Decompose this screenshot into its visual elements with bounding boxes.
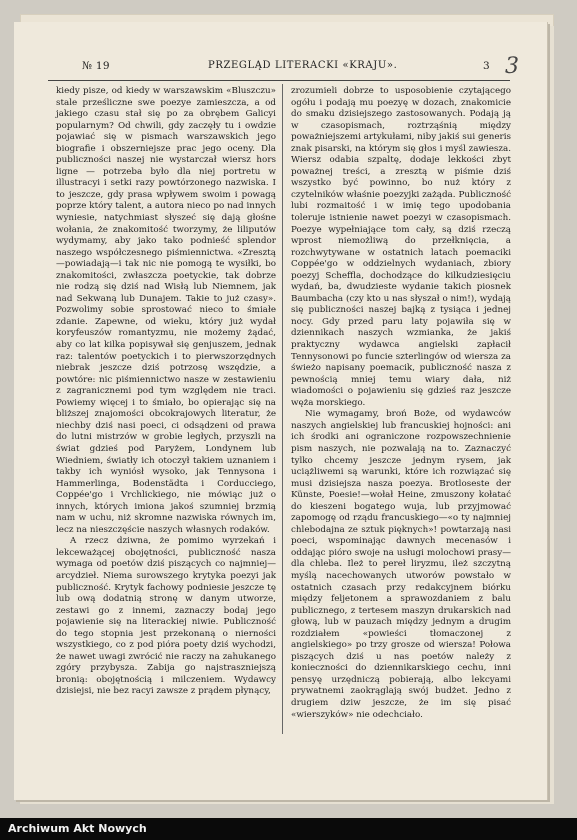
paragraph: kiedy pisze, od kiedy w warszawskim «Bluszczu» stale prześliczne swe poezye zamieszcza, a od jakiego czasu stał się po za obrębem Galicyi popularnym? Od chwili, gdy zaczęły tu i owdzie pojawiać się w pismach warszawskich jego biografie i obszerniejsze prac jego oceny. Dla publiczności naszej nie wystarczał wiersz hors ligne — potrzeba było dla niej portretu w illustracyi i setki razy powtórzonego nazwiska. I to jeszcze, gdy prasa wpływem swoim i powagą poprze który talent, a autora nieco po nad innych wyniesie, natychmiast słyszeć się dają głośne wołania, że znakomitość tworzymy, że liliputów wydymamy, aby jako tako podnieść splendor naszego współczesnego piśmiennictwa. «Zresztą—powiadają—i tak nic nie pomogą te wysiłki, bo znakomitości, zwłaszcza poetyckie, tak dobrze nie rodzą się dziś nad Wisłą lub Niemnem, jak nad Sekwaną lub Dunajem. Takie to już czasy». Pozwolimy sobie sprostować nieco to śmiałe zdanie. Zapewne, od wieku, który już wydał koryfeuszów romantyzmu, nie możemy żądać, aby co lat kilka popisywał się genjuszem, jednak raz: talentów poetyckich i to pierwszorzędnych niebrak jeszcze dziś potrzosę wszędzie, a powtóre: nic piśmiennictwo nasze w zestawieniu z zagranicznemi pod tym względem nie traci. Powiemy więcej i to śmiało, bo opierając się na bliższej znajomości obcokrajowych literatur, że niechby dziś nasi poeci, ci odsądzeni od prawa do lutni mistrzów w grobie ległych, przyszli na świat gdzieś pod Paryżem, Londynem lub Wiedniem, światły ich otoczył takiem uznaniem i takby ich wyniósł wysoko, jak Tennysona i Hammerlinga, Bodenstädta i Corducciego, Coppée'go i Vrchlickiego, nie mówiąc już o innych, których imiona jakoś szumniej brzmią nam w uchu, niż skromne nazwiska równych im, lecz na nieszczęście naszych własnych rodaków.	[56, 86, 276, 535]
paragraph: Nie wymagamy, broń Boże, od wydawców naszych angielskiej lub francuskiej hojności: ani ich środki ani ograniczone rozpowszechnienie pism naszych, nie pozwalają na to. Zaznaczyć tylko chcemy jeszcze jednym rysem, jak uciążliwemi są warunki, które ich rozwiązać się musi dzisiejsza nasza poezya. Brotloseste der Künste, Poesie!—wołał Heine, zmuszony kołatać do kieszeni bogatego wuja, lub przyjmować zapomogę od rządu francuskiego—«o ty najmniej chlebodajna ze sztuk pięknych»! powtarzają nasi poeci, wspominając dawnych mecenasów i oddając pióro swoje na usługi molochowi prasy—dla chleba. Ileż to pereł liryzmu, ileż szczytną myślą nacechowanych utworów powstało w ostatnich czasach przy redakcyjnem biórku między feljetonem a sprawozdaniem z balu publicznego, z tertesem maszyn drukarskich nad głową, lub w pauzach między jednym a drugim rozdziałem «powieści tłomaczonej z angielskiego» po trzy grosze od wiersza! Połowa piszących dziś u nas poetów należy z konieczności do dziennikarskiego cechu, inni pensyę urzędniczą pobierają, albo lekcyami prywatnemi zaokrąglają swój budżet. Jedno z drugiem dziw jeszcze, że im się pisać «wierszyków» nie odechciało.	[291, 409, 511, 720]
issue-number: № 19	[82, 60, 110, 72]
text-column-left	[56, 86, 276, 698]
archive-footer-bar	[0, 818, 577, 840]
handwritten-page-mark: 3	[505, 54, 519, 79]
paragraph: A rzecz dziwna, że pomimo wyrzekań i lekceważącej obojętności, publiczność nasza wymaga od poetów dziś piszących co najmniej—arcydzieł. Niema surowszego krytyka poezyi jak publiczność. Krytyk fachowy podniesie jeszcze tę lub ową dodatnią stronę w danym utworze, zestawi go z innemi, zaznaczy bodaj jego pojawienie się na literackiej niwie. Publiczność do tego stopnia jest przekonaną o nierności wszystkiego, co z pod pióra poety dziś wychodzi, że nawet uwagi zwrócić nie raczy na zahukanego zgóry przybysza. Zabija go najstraszniejszą bronią: obojętnością i milczeniem. Wydawcy dzisiejsi, nie bez racyi zawsze z prądem płynący,	[56, 536, 276, 697]
header-rule	[48, 80, 510, 81]
archive-name: Archiwum Akt Nowych	[8, 822, 147, 835]
text-column-right	[291, 86, 511, 721]
page-header	[48, 60, 508, 80]
paragraph: zrozumieli dobrze to usposobienie czytającego ogółu i podają mu poezyę w dozach, znakomicie do smaku dzisiejszego zastosowanych. Podają ją w czasopismach, roztrząśnią między poważniejszemi artykułami, niby jakiś sui generis znak pisarski, na którym się głos i myśl zawiesza. Wiersz odabia szpaltę, dodaje lekkości zbyt poważnej treści, a zresztą w piśmie dziś wszystko być powinno, bo nuż który z czytelników właśnie poezyjki zażąda. Publiczność lubi rozmaitość i w imię tego upodobania toleruje istnienie nawet poezyi w czasopismach. Poezye wypełniające tom cały, są dziś rzeczą wprost niemożliwą do przełknięcia, a rozchwytywane w ostatnich latach poemaciki Coppée'go w oddzielnych wydaniach, zbiory poezyj Scheffla, dochodzące do kilkudziesięciu wydań, ba, dwudzieste wydanie takich piosnek Baumbacha (czy kto u nas słyszał o nim!), wydają się publiczności naszej bajką z tysiąca i jednej nocy. Gdy przed paru laty pojawiła się w dziennikach naszych wzmianka, że jakiś praktyczny wydawca angielski zapłacił Tennysonowi po funcie szterlingów od wiersza za świeżo napisany poemacik, publiczność nasza z pewnością mniej temu wiary dała, niż wiadomości o pojawieniu się gdzieś raz jeszcze węża morskiego.	[291, 86, 512, 408]
page-number: 3	[483, 60, 490, 72]
column-divider	[282, 84, 283, 734]
publication-title: PRZEGLĄD LITERACKI «KRAJU».	[208, 60, 398, 71]
